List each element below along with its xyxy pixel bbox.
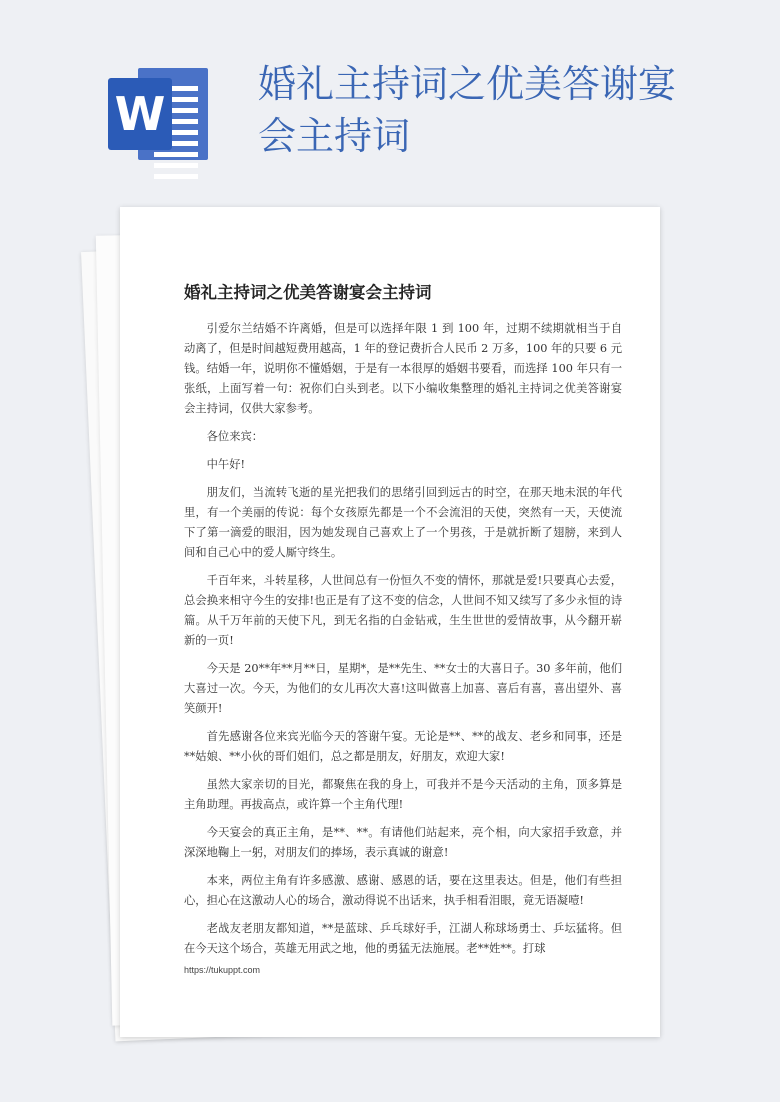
paragraph-noon: 中午好! xyxy=(206,458,246,471)
header xyxy=(0,0,780,200)
paragraph: 本来，两位主角有许多感激、感谢、感恩的话，要在这里表达。但是，他们有些担心，担心在这激动人心的场合，激动得说不出话来，执手相看泪眼，竟无语凝噎! xyxy=(184,874,622,907)
header-title: 婚礼主持词之优美答谢宴会主持词 xyxy=(258,62,677,158)
paragraph-greeting: 各位来宾： xyxy=(206,430,264,443)
paragraph: 朋友们，当流转飞逝的星光把我们的思绪引回到远古的时空，在那天地未泯的年代里，有一个美丽的传说：每个女孩原先都是一个不会流泪的天使，突然有一天，天使流下了第一滴爱的眼泪，因为她发现自己喜欢上了一个男孩，于是就折断了翅膀，来到人间和自己心中的爱人厮守终生。 xyxy=(184,486,622,559)
paragraph-intro: 引爱尔兰结婚不许离婚，但是可以选择年限 1 到 100 年，过期不续期就相当于自动离了，但是时间越短费用越高，1 年的登记费折合人民币 2 万多，100 年的只要 6 元钱。结婚一年，说明你不懂婚姻，于是有一本很厚的婚姻书要看，而选择 100 年只有一张纸，上面写着一句：祝你们白头到老。以下小编收集整理的婚礼主持词之优美答谢宴会主持词，仅供大家参考。 xyxy=(184,322,622,415)
paragraph: 老战友老朋友都知道，**是蓝球、乒乓球好手，江湖人称球场勇士、乒坛猛将。但在今天这个场合，英雄无用武之地，他的勇猛无法施展。老**姓**。打球 xyxy=(184,922,622,955)
paragraph: 虽然大家亲切的目光，都聚焦在我的身上，可我并不是今天活动的主角，顶多算是主角助理。再拔高点，或许算一个主角代理! xyxy=(184,778,622,811)
paragraph: 首先感谢各位来宾光临今天的答谢午宴。无论是**、**的战友、老乡和同事，还是**姑娘、**小伙的哥们姐们，总之都是朋友，好朋友，欢迎大家! xyxy=(184,730,622,763)
document-body xyxy=(184,319,622,967)
footer-url: https://tukuppt.com xyxy=(184,965,261,975)
word-logo-icon xyxy=(108,68,208,160)
word-letter: W xyxy=(108,78,172,150)
document-title: 婚礼主持词之优美答谢宴会主持词 xyxy=(184,283,432,302)
paragraph: 今天宴会的真正主角，是**、**。有请他们站起来，亮个相，向大家招手致意，并深深地鞠上一躬，对朋友们的捧场，表示真诚的谢意! xyxy=(184,826,622,859)
document-page xyxy=(120,207,660,1037)
paragraph: 千百年来，斗转星移，人世间总有一份恒久不变的情怀，那就是爱!只要真心去爱，总会换来相守今生的安排!也正是有了这不变的信念，人世间不知又续写了多少永恒的诗篇。从千万年前的天使下凡，到无名指的白金钻戒，生生世世的爱情故事，从今翻开崭新的一页! xyxy=(184,574,622,647)
paragraph: 今天是 20**年**月**日，星期*，是**先生、**女士的大喜日子。30 多年前，他们大喜过一次。今天，为他们的女儿再次大喜!这叫做喜上加喜、喜后有喜，喜出望外、喜笑颜开! xyxy=(184,662,622,715)
